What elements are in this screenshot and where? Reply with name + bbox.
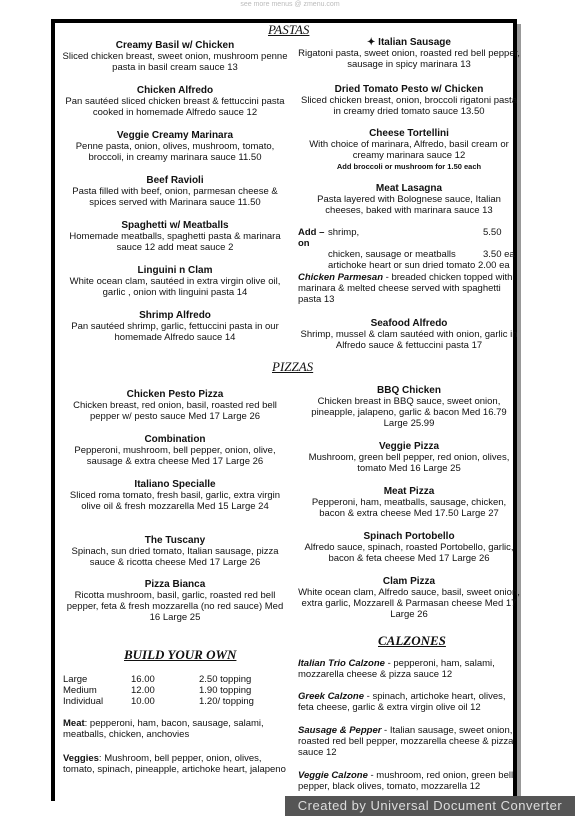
item-desc: - spinach, artichoke heart, olives, feta cheese, garlic & extra virgin olive oil 12 (298, 691, 506, 713)
item-desc: Chicken breast, red onion, basil, roasted red bell pepper w/ pesto sauce Med 17 Large 26 (73, 400, 277, 422)
item-name: Meat Lasagna (375, 183, 443, 194)
menu-item (62, 535, 288, 568)
item-desc: - mushroom, red onion, green bell pepper, black olives, tomato, mozzarella 12 (298, 770, 514, 792)
build-your-own-title: BUILD YOUR OWN (124, 647, 237, 662)
menu-item (62, 310, 288, 343)
item-name: Chicken Alfredo (136, 85, 214, 96)
item-name: Cheese Tortellini (369, 128, 449, 139)
calzones-title: CALZONES (378, 633, 446, 648)
item-name-text: Italian Sausage (378, 37, 451, 48)
item-name: Greek Calzone (298, 691, 364, 702)
menu-item (62, 220, 288, 253)
size-name: Individual (63, 696, 104, 707)
item-name: Italiano Specialle (134, 479, 216, 490)
item-name: Sausage & Pepper (298, 725, 382, 736)
menu-item (62, 40, 288, 73)
veggie-toppings (63, 753, 289, 775)
converter-banner: Created by Universal Document Converter (285, 796, 575, 816)
menu-item (62, 175, 288, 208)
menu-item (298, 272, 520, 305)
menu-item (298, 37, 520, 70)
menu-item (62, 130, 288, 163)
item-desc: Sliced chicken breast, onion, broccoli rigatoni pasta in creamy dried tomato sauce 13.50 (301, 95, 517, 117)
calzone-item (298, 691, 520, 713)
menu-item (62, 579, 288, 623)
item-desc: - breaded chicken topped with marinara & melted cheese served with spaghetti pasta 13 (298, 272, 513, 305)
addon-label: Add –on (298, 227, 325, 249)
item-desc: Spinach, sun dried tomato, Italian sausage, pizza sauce & ricotta cheese Med 17 Large 26 (71, 546, 279, 568)
item-name: Dried Tomato Pesto w/ Chicken (334, 84, 484, 95)
addon-price: 5.50 (483, 227, 502, 238)
item-desc: - Italian sausage, sweet onion, roasted red bell pepper, mozzarella cheese & pizza sauce 12 (298, 725, 514, 758)
menu-item (298, 318, 520, 351)
item-desc: Pan sautéed shrimp, garlic, fettuccini pasta in our homemade Alfredo sauce 14 (71, 321, 279, 343)
item-desc: Mushroom, green bell pepper, red onion, olives, tomato Med 16 Large 25 (308, 452, 510, 474)
menu-item (62, 479, 288, 512)
size-topping: 1.90 topping (199, 685, 252, 696)
item-name: BBQ Chicken (377, 385, 441, 396)
item-desc: Sliced roma tomato, fresh basil, garlic, extra virgin olive oil & fresh mozzarella Med 15 Large 24 (69, 490, 281, 512)
meat-label: Meat (63, 718, 85, 729)
item-desc: Penne pasta, onion, olives, mushroom, tomato, broccoli, in creamy marinara sauce 11.50 (75, 141, 275, 163)
item-desc: - pepperoni, ham, salami, mozzarella cheese & pizza sauce 12 (298, 658, 495, 680)
item-name: Spaghetti w/ Meatballs (121, 220, 229, 231)
item-name: Veggie Creamy Marinara (116, 130, 234, 141)
item-desc: White ocean clam, sautéed in extra virgin olive oil, garlic , onion with linguini pasta 14 (69, 276, 281, 298)
item-desc: Alfredo sauce, spinach, roasted Portobello, garlic, bacon & feta cheese Med 17 Large 26 (304, 542, 514, 564)
size-price: 10.00 (131, 696, 155, 707)
item-desc: With choice of marinara, Alfredo, basil cream or creamy marinara sauce 12 (309, 139, 509, 161)
item-desc: Rigatoni pasta, sweet onion, roasted red bell pepper, sausage in spicy marinara 13 (298, 48, 520, 70)
menu-item (62, 434, 288, 467)
addon-item: shrimp, (328, 227, 360, 238)
build-size-table (63, 674, 289, 707)
item-desc: Pepperoni, mushroom, bell pepper, onion, olive, sausage & extra cheese Med 17 Large 26 (74, 445, 276, 467)
item-name: Italian Trio Calzone (298, 658, 385, 669)
menu-item (298, 576, 520, 620)
menu-item (298, 84, 520, 117)
menu-item (298, 128, 520, 172)
size-row (63, 674, 289, 685)
menu-item (298, 531, 520, 564)
item-desc: Pan sautéed sliced chicken breast & fettuccini pasta cooked in homemade Alfredo sauce 12 (65, 96, 285, 118)
item-desc: Pepperoni, ham, meatballs, sausage, chicken, bacon & extra cheese Med 17.50 Large 27 (311, 497, 507, 519)
item-name: Chicken Pesto Pizza (126, 389, 224, 400)
item-desc: Homemade meatballs, spaghetti pasta & marinara sauce 12 add meat sauce 2 (69, 231, 281, 253)
pastas-title: PASTAS (268, 22, 310, 37)
meat-list: : pepperoni, ham, bacon, sausage, salami, meatballs, chicken, anchovies (63, 718, 264, 740)
size-topping: 2.50 topping (199, 674, 252, 685)
addon-block (298, 227, 520, 271)
size-price: 12.00 (131, 685, 155, 696)
item-name: Clam Pizza (382, 576, 436, 587)
item-name: Veggie Calzone (298, 770, 368, 781)
size-topping: 1.20/ topping (199, 696, 254, 707)
menu-item (298, 385, 520, 429)
menu-item (298, 441, 520, 474)
size-row (63, 696, 289, 707)
menu-item (298, 486, 520, 519)
item-name: Linguini n Clam (137, 265, 213, 276)
item-name: Seafood Alfredo (370, 318, 448, 329)
veggie-list: : Mushroom, bell pepper, onion, olives, tomato, spinach, pineapple, artichoke heart, jalapeno (63, 753, 286, 775)
size-price: 16.00 (131, 674, 155, 685)
menu-item (62, 85, 288, 118)
item-name: Combination (144, 434, 206, 445)
calzone-item (298, 658, 520, 680)
meat-toppings (63, 718, 289, 740)
item-note: Add broccoli or mushroom for 1.50 each (336, 162, 482, 171)
leaf-icon: ✦ (367, 37, 376, 48)
item-desc: Pasta layered with Bolognese sauce, Italian cheeses, baked with marinara sauce 13 (317, 194, 501, 216)
item-name: Pizza Bianca (144, 579, 206, 590)
calzone-item (298, 725, 520, 758)
item-desc: Ricotta mushroom, basil, garlic, roasted red bell pepper, feta & fresh mozzarella (no red sauce) Med 16 Large 25 (66, 590, 284, 623)
item-name: Beef Ravioli (146, 175, 204, 186)
menu-item (62, 389, 288, 422)
top-watermark: see more menus @ zmenu.com (240, 1, 340, 8)
item-name: Spinach Portobello (363, 531, 455, 542)
item-desc: Shrimp, mussel & clam sautéed with onion, garlic in Alfredo sauce & fettuccini pasta 17 (300, 329, 518, 351)
item-name: Veggie Pizza (378, 441, 440, 452)
size-name: Medium (63, 685, 97, 696)
item-desc: Sliced chicken breast, sweet onion, mushroom penne pasta in basil cream sauce 13 (62, 51, 288, 73)
menu-item (298, 183, 520, 216)
addon-item: artichoke heart or sun dried tomato 2.00 ea (328, 260, 510, 271)
item-name (298, 37, 520, 48)
addon-price: 3.50 ea (483, 249, 515, 260)
pizzas-title: PIZZAS (272, 359, 314, 374)
item-desc: Pasta filled with beef, onion, parmesan cheese & spices served with Marinara sauce 11.50 (72, 186, 278, 208)
item-name: Shrimp Alfredo (139, 310, 211, 321)
item-desc: Chicken breast in BBQ sauce, sweet onion, pineapple, jalapeno, garlic & bacon Med 16.79 Large 25.99 (311, 396, 507, 429)
calzone-item (298, 770, 520, 792)
size-name: Large (63, 674, 88, 685)
menu-item (62, 265, 288, 298)
item-desc: White ocean clam, Alfredo sauce, basil, sweet onion, extra garlic, Mozzarell & Parmasan cheese Med 17 Large 26 (298, 587, 520, 620)
size-row (63, 685, 289, 696)
veggie-label: Veggies (63, 753, 99, 764)
item-name: The Tuscany (144, 535, 206, 546)
addon-item: chicken, sausage or meatballs (328, 249, 456, 260)
item-name: Meat Pizza (383, 486, 435, 497)
item-name: Creamy Basil w/ Chicken (115, 40, 235, 51)
item-name: Chicken Parmesan (298, 272, 384, 283)
